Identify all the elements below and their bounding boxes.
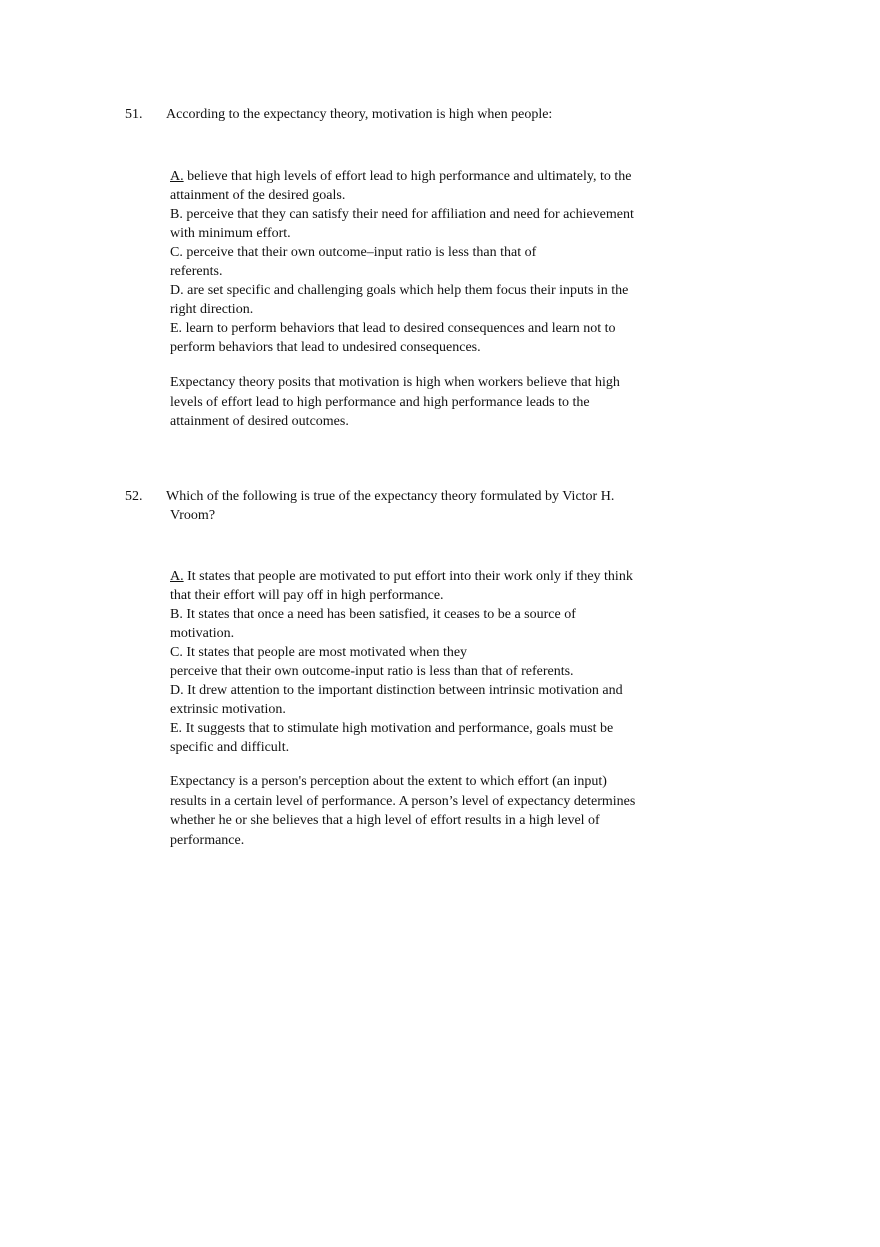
answer-explanation xyxy=(170,772,650,850)
question-number: 51. xyxy=(125,107,143,122)
stem-line: Vroom? xyxy=(170,508,216,523)
stem-line: Which of the following is true of the expectancy theory formulated by Victor H. xyxy=(166,489,615,504)
option-letter: C. xyxy=(170,645,183,660)
answer-explanation xyxy=(170,373,650,432)
option-line: perform behaviors that lead to undesired consequences. xyxy=(170,340,481,355)
option-line: right direction. xyxy=(170,302,254,317)
stem-line: According to the expectancy theory, motivation is high when people: xyxy=(166,107,553,122)
option-d xyxy=(170,681,660,719)
option-e xyxy=(170,319,660,357)
option-line: learn to perform behaviors that lead to desired consequences and learn not to xyxy=(185,321,616,336)
option-b xyxy=(170,205,660,243)
option-letter-correct: A. xyxy=(170,169,184,184)
explanation-line: levels of effort lead to high performance and high performance leads to the xyxy=(170,394,590,410)
option-line: It states that once a need has been satisfied, it ceases to be a source of xyxy=(186,607,576,622)
option-e xyxy=(170,719,660,757)
option-line: with minimum effort. xyxy=(170,226,291,241)
option-d xyxy=(170,281,660,319)
option-letter: E. xyxy=(170,321,183,336)
option-letter-correct: A. xyxy=(170,569,184,584)
answer-options xyxy=(170,167,660,357)
option-line: referents. xyxy=(170,264,223,279)
option-letter: C. xyxy=(170,245,183,260)
option-c xyxy=(170,643,660,681)
answer-options xyxy=(170,567,660,757)
option-line: It states that people are motivated to put effort into their work only if they think xyxy=(187,569,633,584)
question-number: 52. xyxy=(125,489,143,504)
option-c xyxy=(170,243,660,281)
question-stem xyxy=(166,105,646,124)
option-line: It states that people are most motivated when they xyxy=(186,645,468,660)
option-line: are set specific and challenging goals which help them focus their inputs in the xyxy=(187,283,629,298)
explanation-line: Expectancy theory posits that motivation is high when workers believe that high xyxy=(170,375,620,390)
option-letter: D. xyxy=(170,283,184,298)
option-line: It suggests that to stimulate high motivation and performance, goals must be xyxy=(185,721,614,736)
option-line: It drew attention to the important distinction between intrinsic motivation and xyxy=(187,683,623,698)
option-line: motivation. xyxy=(170,626,235,641)
option-line: believe that high levels of effort lead to high performance and ultimately, to the xyxy=(187,169,632,184)
option-line: perceive that their own outcome-input ratio is less than that of referents. xyxy=(170,664,574,679)
option-a xyxy=(170,567,660,605)
option-line: perceive that their own outcome–input ratio is less than that of xyxy=(186,245,537,260)
option-letter: B. xyxy=(170,207,183,222)
explanation-line: whether he or she believes that a high level of effort results in a high level of xyxy=(170,813,600,828)
option-letter: B. xyxy=(170,607,183,622)
option-line: extrinsic motivation. xyxy=(170,702,286,717)
question-stem xyxy=(166,487,646,525)
option-line: that their effort will pay off in high performance. xyxy=(170,588,444,603)
option-b xyxy=(170,605,660,643)
option-letter: D. xyxy=(170,683,184,698)
explanation-line: performance. xyxy=(170,832,245,848)
explanation-line: Expectancy is a person's perception about the extent to which effort (an input) xyxy=(170,774,607,789)
option-line: attainment of the desired goals. xyxy=(170,188,346,203)
option-letter: E. xyxy=(170,721,183,736)
option-a xyxy=(170,167,660,205)
explanation-line: attainment of desired outcomes. xyxy=(170,414,349,429)
explanation-line: results in a certain level of performance. A person’s level of expectancy determines xyxy=(170,793,636,809)
option-line: perceive that they can satisfy their need for affiliation and need for achievement xyxy=(186,207,634,222)
option-line: specific and difficult. xyxy=(170,740,290,755)
